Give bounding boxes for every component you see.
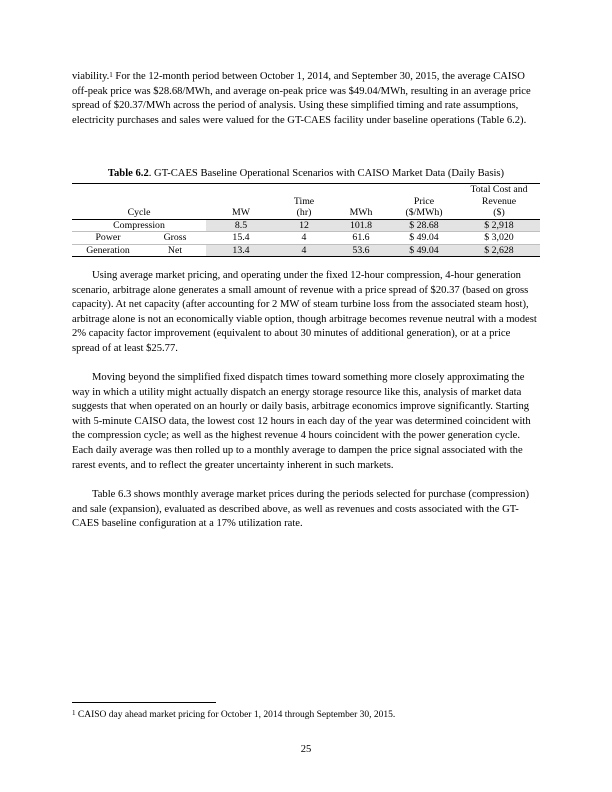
paragraph-dispatch: Moving beyond the simplified fixed dispatch times toward something more closely approximating the way in which a utility might actually dispatch an energy storage resource like this, analysis of market data suggests that when operated on an hourly or daily basis, arbitrage economics improve significantly. Starting with 5-minute CAISO data, the lowest cost 12 hours in each day of the year was determined coincident with the compression cycle; as well as the highest revenue 4 hours coincident with the power generation cycle. Each daily average was then rolled up to a monthly average to dampen the price signal associated with the rarest events, and to reflect the greater uncertainty inherent in such markets. — [72, 372, 531, 471]
header-mwh: MWh — [332, 207, 390, 219]
cell-price: $ 49.04 — [390, 232, 458, 245]
row-label: Compression — [72, 219, 206, 232]
header-hr: (hr) — [276, 207, 332, 219]
table-caption-label: Table 6.2 — [107, 168, 149, 179]
paragraph-viability: viability.$^1$ For the 12-month period between October 1, 2014, and September 30, 2015, the average CAISO off-peak price was $28.68/MWh, and average on-peak price was $49.04/MWh, resulting in an average price spread of $20.37/MWh across the period of analysis. Using these simplified timing and rate assumptions, electricity purchases and sales were valued for the GT-CAES facility under baseline operations (Table 6.2). — [72, 71, 531, 126]
footnote — [72, 709, 540, 721]
table-row — [72, 232, 540, 245]
cell-total: $ 2,628 — [458, 244, 540, 257]
paragraph-market-pricing: Using average market pricing, and operating under the fixed 12-hour compression, 4-hour generation scenario, arbitrage alone generates a small amount of revenue with a price spread of $20.37 (based on gross capacity). At net capacity (after accounting for 2 MW of steam turbine loss from the associated steam host), arbitrage alone is not an economically viable option, though arbitrage becomes revenue neutral with a modest 2% capacity factor improvement (equivalent to about 30 minutes of additional generation), or at a price spread of at least $25.77. — [72, 270, 537, 354]
header-time-top: Time — [293, 195, 315, 207]
cell-time: 4 — [276, 244, 332, 257]
header-cycle: Cycle — [72, 207, 206, 219]
footnote-ref[interactable]: 1 — [109, 71, 113, 79]
table-caption — [72, 168, 540, 179]
cell-total: $ 3,020 — [458, 232, 540, 245]
header-revenue: Revenue — [481, 195, 517, 207]
table-row — [72, 219, 540, 232]
page-number: 25 — [300, 744, 312, 755]
cell-mw: 15.4 — [206, 232, 276, 245]
row-sublabel: Gross — [144, 232, 206, 245]
operational-scenarios-table — [72, 183, 540, 257]
cell-total: $ 2,918 — [458, 219, 540, 232]
footnote-number: 1 — [72, 709, 76, 717]
header-mw: MW — [206, 207, 276, 219]
header-price-top: Price — [413, 195, 435, 207]
cell-mwh: 101.8 — [332, 219, 390, 232]
cell-time: 4 — [276, 232, 332, 245]
table-caption-text: . GT-CAES Baseline Operational Scenarios with CAISO Market Data (Daily Basis) — [148, 168, 505, 179]
table-row — [72, 244, 540, 257]
footnote-text: CAISO day ahead market pricing for October 1, 2014 through September 30, 2015. — [75, 710, 396, 720]
cell-price: $ 28.68 — [390, 219, 458, 232]
row-label: Generation — [72, 244, 144, 257]
header-total-top: Total Cost and — [458, 184, 540, 196]
cell-mw: 8.5 — [206, 219, 276, 232]
cell-mwh: 61.6 — [332, 232, 390, 245]
cell-mwh: 53.6 — [332, 244, 390, 257]
cell-mw: 13.4 — [206, 244, 276, 257]
header-price-unit: ($/MWh) — [390, 207, 458, 219]
footnote-divider — [72, 702, 216, 703]
row-sublabel: Net — [144, 244, 206, 257]
cell-price: $ 49.04 — [390, 244, 458, 257]
paragraph-table-6-3: Table 6.3 shows monthly average market prices during the periods selected for purchase (compression) and sale (expansion), evaluated as described above, as well as revenues and costs associated with the GT-CAES baseline configuration at a 17% utilization rate. — [72, 489, 529, 530]
row-label: Power — [72, 232, 144, 245]
cell-time: 12 — [276, 219, 332, 232]
header-dollar: ($) — [458, 207, 540, 219]
